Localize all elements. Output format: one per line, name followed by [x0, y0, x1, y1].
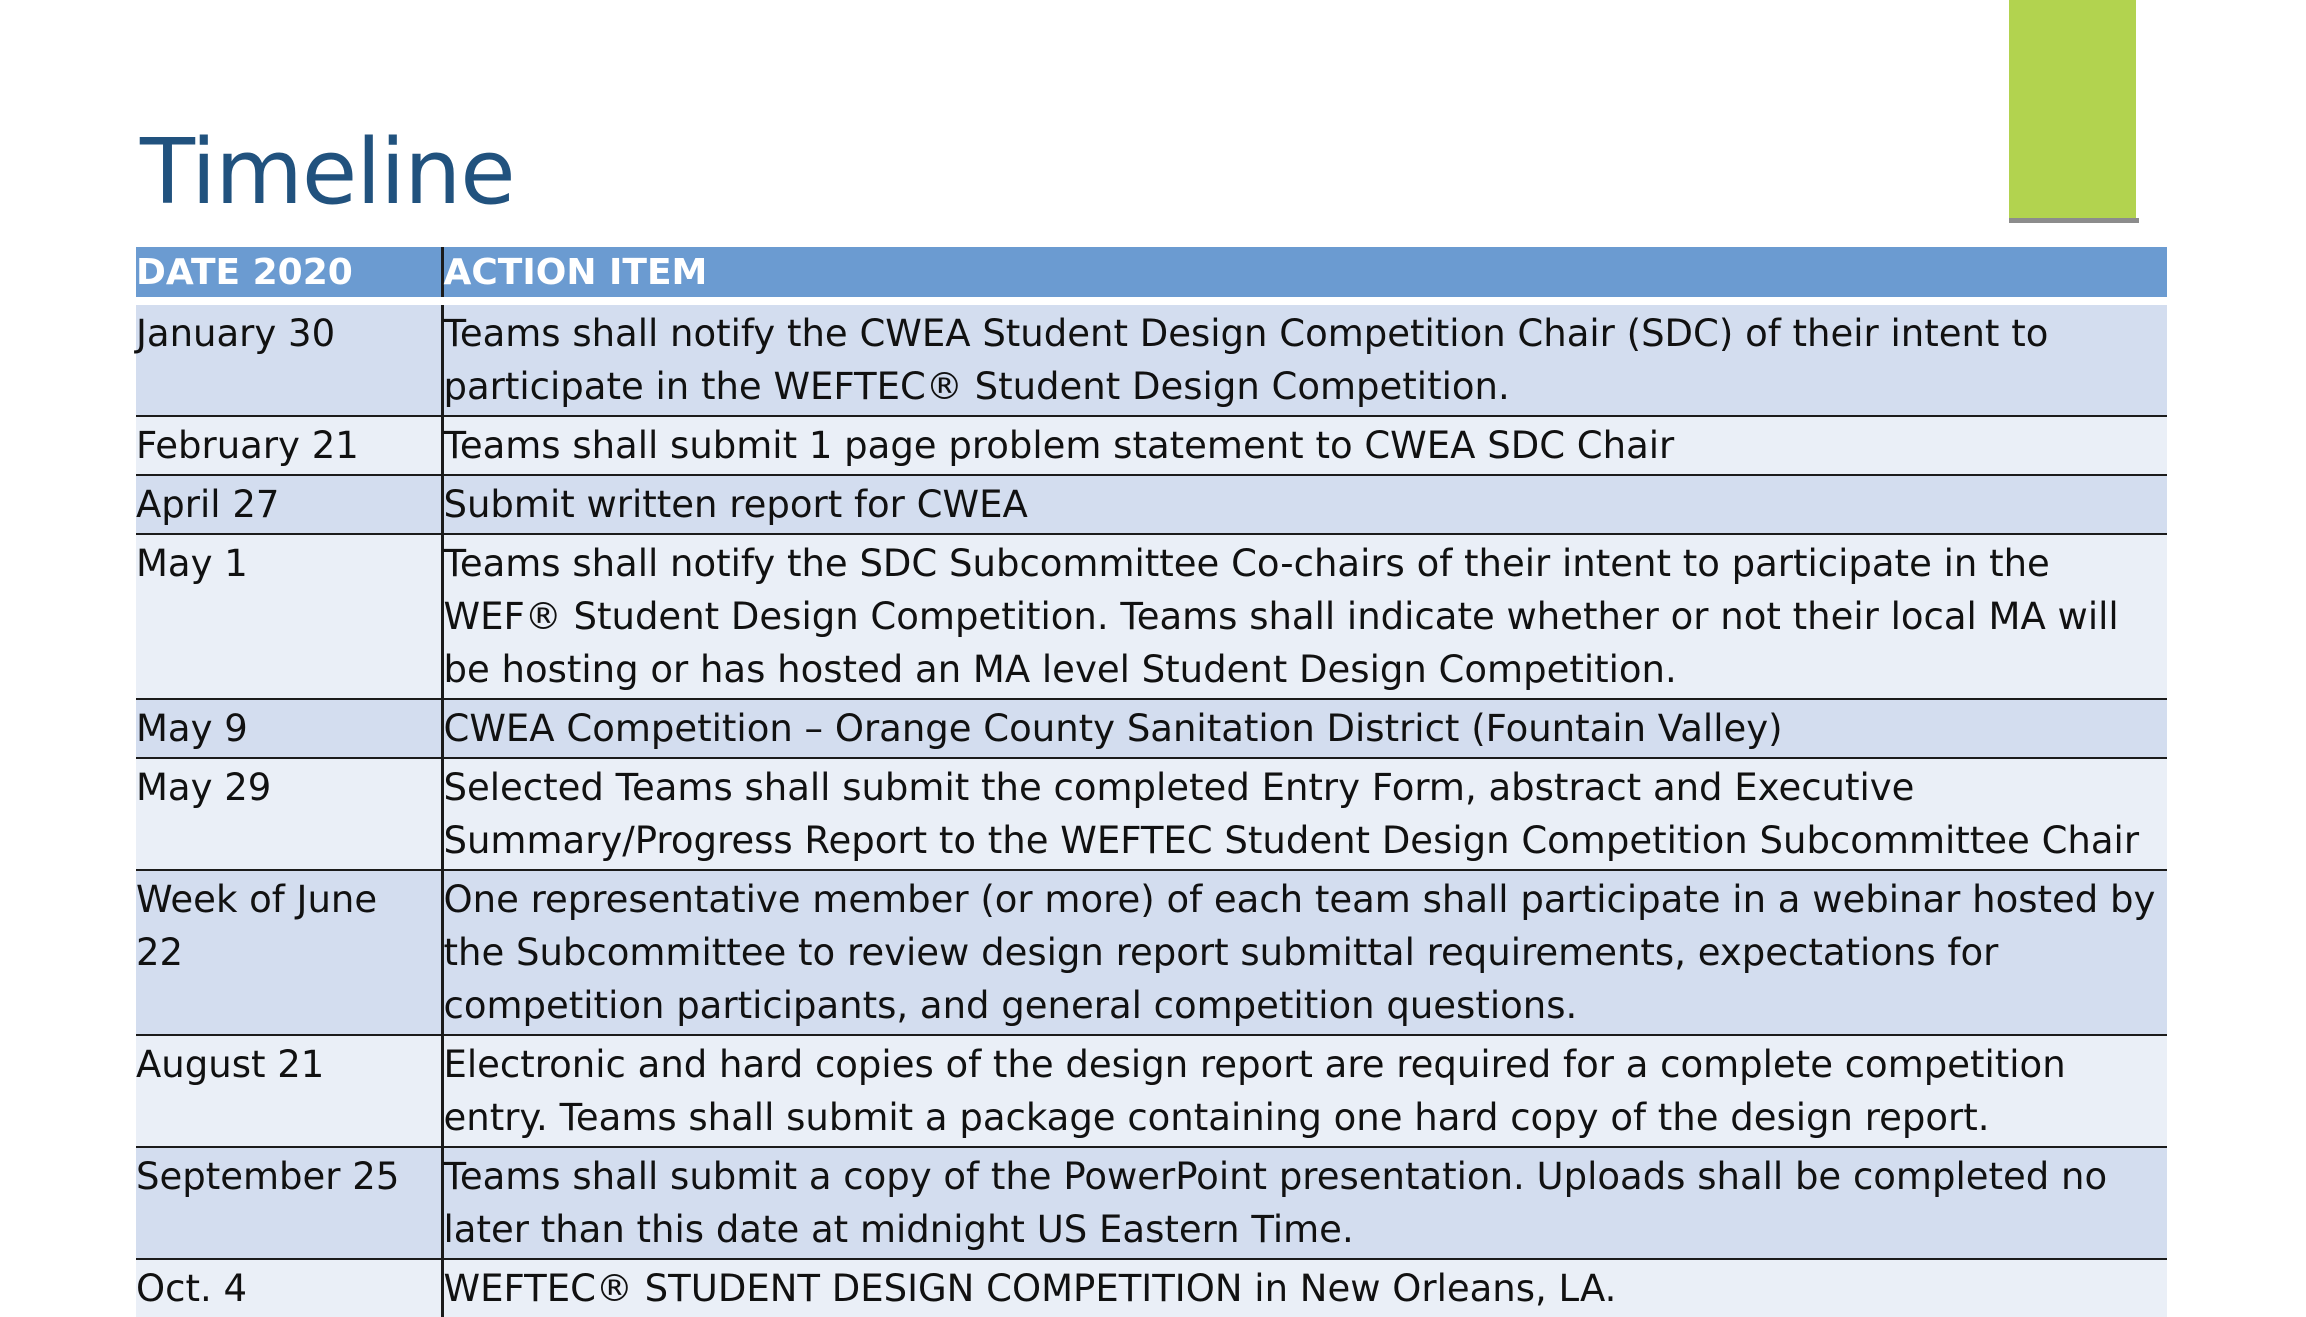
table-row	[136, 1259, 2167, 1317]
date-column-header: DATE 2020	[136, 247, 442, 301]
row-action: CWEA Competition – Orange County Sanitation District (Fountain Valley)	[442, 699, 2167, 758]
row-date: September 25	[136, 1147, 442, 1259]
accent-bar	[2009, 0, 2136, 218]
accent-bar-shadow	[2009, 218, 2139, 223]
row-date: February 21	[136, 416, 442, 475]
row-action: Electronic and hard copies of the design report are required for a complete competition entry. Teams shall submit a package containing one hard copy of the design report.	[442, 1035, 2167, 1147]
row-date: May 29	[136, 758, 442, 870]
table-row	[136, 1147, 2167, 1259]
timeline-table	[136, 247, 2167, 1317]
table-row	[136, 475, 2167, 534]
row-action: Teams shall submit 1 page problem statement to CWEA SDC Chair	[442, 416, 2167, 475]
table-header-row	[136, 247, 2167, 301]
row-action: Submit written report for CWEA	[442, 475, 2167, 534]
table-row	[136, 758, 2167, 870]
row-action: Teams shall notify the SDC Subcommittee Co-chairs of their intent to participate in the WEF® Student Design Competition. Teams shall indicate whether or not their local MA will be hosting or has hosted an MA level Student Design Competition.	[442, 534, 2167, 699]
table-row	[136, 301, 2167, 416]
row-date: May 1	[136, 534, 442, 699]
row-date: May 9	[136, 699, 442, 758]
table-row	[136, 416, 2167, 475]
table-row	[136, 870, 2167, 1035]
row-date: Oct. 4	[136, 1259, 442, 1317]
action-column-header: ACTION ITEM	[442, 247, 2167, 301]
row-date: Week of June 22	[136, 870, 442, 1035]
timeline-body	[136, 301, 2167, 1317]
row-date: April 27	[136, 475, 442, 534]
row-action: Teams shall notify the CWEA Student Design Competition Chair (SDC) of their intent to participate in the WEFTEC® Student Design Competition.	[442, 301, 2167, 416]
row-action: One representative member (or more) of each team shall participate in a webinar hosted by the Subcommittee to review design report submittal requirements, expectations for competition participants, and general competition questions.	[442, 870, 2167, 1035]
slide-title: Timeline	[140, 120, 515, 225]
table-row	[136, 699, 2167, 758]
row-date: August 21	[136, 1035, 442, 1147]
row-action: Teams shall submit a copy of the PowerPoint presentation. Uploads shall be completed no later than this date at midnight US Eastern Time.	[442, 1147, 2167, 1259]
row-date: January 30	[136, 301, 442, 416]
row-action: Selected Teams shall submit the completed Entry Form, abstract and Executive Summary/Progress Report to the WEFTEC Student Design Competition Subcommittee Chair	[442, 758, 2167, 870]
table-row	[136, 1035, 2167, 1147]
table-row	[136, 534, 2167, 699]
row-action: WEFTEC® STUDENT DESIGN COMPETITION in New Orleans, LA.	[442, 1259, 2167, 1317]
